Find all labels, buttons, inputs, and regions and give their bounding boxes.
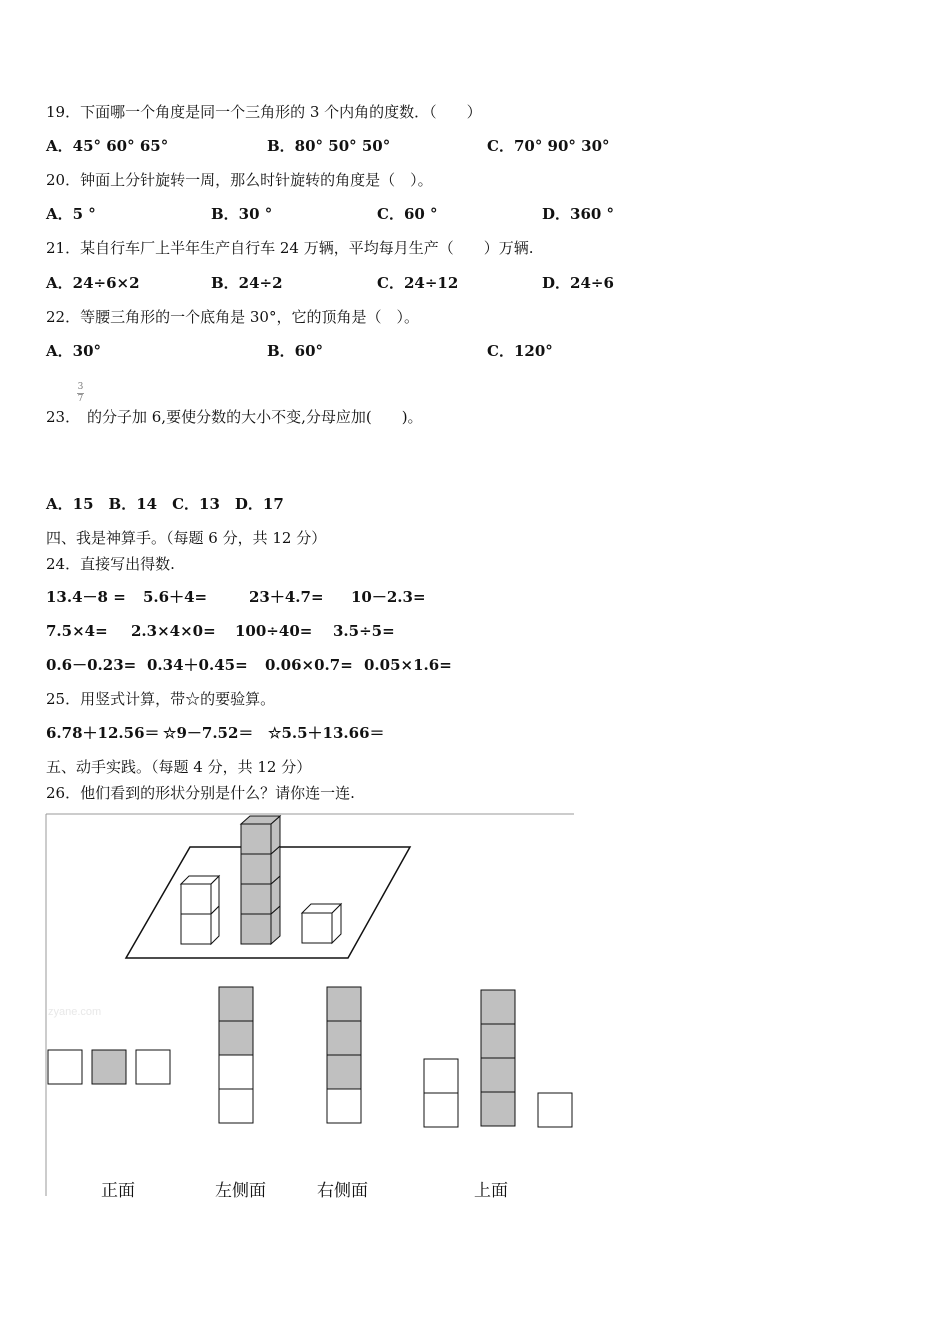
- q21-stem: 21．某自行车厂上半年生产自行车 24 万辆，平均每月生产（ ）万辆.: [46, 239, 534, 257]
- view-square: [219, 1021, 253, 1055]
- cube-face: [181, 884, 211, 914]
- left-cube-stack: [181, 876, 219, 944]
- view-front-row: [48, 1050, 170, 1084]
- right-cube: [302, 904, 341, 943]
- view-square: [92, 1050, 126, 1084]
- view-square: [327, 1089, 361, 1123]
- calc-item: ☆5.5＋13.66＝: [268, 724, 385, 742]
- q23-stem: 的分子加 6,要使分数的大小不变,分母应加( )。: [87, 408, 423, 426]
- cube-face: [302, 913, 332, 943]
- q22-stem: 22．等腰三角形的一个底角是 30°，它的顶角是（ ）。: [46, 308, 419, 326]
- view-square: [538, 1093, 572, 1127]
- q21-option-a: A．24÷6×2: [46, 274, 140, 292]
- cube-face: [241, 914, 271, 944]
- calc-item: 23＋4.7=: [249, 588, 324, 606]
- cube-face: [241, 854, 271, 884]
- q21-option-b: B．24÷2: [211, 274, 283, 292]
- view-square: [219, 1055, 253, 1089]
- cube-views-figure: [44, 812, 576, 1201]
- q23-fraction-numerator: 3: [77, 382, 84, 392]
- calc-item: 3.5÷5=: [333, 622, 395, 640]
- q20-option-c: C．60 °: [377, 205, 438, 223]
- q20-stem: 20．钟面上分针旋转一周，那么时针旋转的角度是（ ）。: [46, 171, 433, 189]
- label-top: 上面: [474, 1181, 508, 1201]
- cube-views-svg: [44, 812, 576, 1198]
- view-square: [481, 990, 515, 1024]
- view-square: [481, 1058, 515, 1092]
- calc-item: ☆9－7.52＝: [163, 724, 254, 742]
- q24-stem: 24．直接写出得数.: [46, 555, 175, 573]
- q20-option-a: A．5 °: [46, 205, 96, 223]
- calc-item: 0.06×0.7=: [265, 656, 353, 674]
- calc-item: 10－2.3=: [351, 588, 426, 606]
- view-square: [219, 1089, 253, 1123]
- calc-item: 0.05×1.6=: [364, 656, 452, 674]
- q19-option-a: A．45° 60° 65°: [46, 137, 169, 155]
- calc-item: 7.5×4=: [46, 622, 108, 640]
- view-square: [327, 987, 361, 1021]
- calc-item: 6.78＋12.56＝: [46, 724, 160, 742]
- q21-option-c: C．24÷12: [377, 274, 459, 292]
- q25-stem: 25．用竖式计算，带☆的要验算。: [46, 690, 276, 708]
- view-square: [481, 1024, 515, 1058]
- cube-face: [241, 824, 271, 854]
- calc-item: 0.6－0.23=: [46, 656, 137, 674]
- q21-option-d: D．24÷6: [542, 274, 614, 292]
- q22-option-c: C．120°: [487, 342, 553, 360]
- label-right-side: 右侧面: [317, 1181, 368, 1201]
- view-square: [219, 987, 253, 1021]
- q19-option-b: B．80° 50° 50°: [267, 137, 391, 155]
- label-left-side: 左侧面: [215, 1181, 266, 1201]
- q19-stem: 19．下面哪一个角度是同一个三角形的 3 个内角的度数．（ ）: [46, 103, 482, 121]
- view-square: [424, 1059, 458, 1093]
- calc-item: 100÷40=: [235, 622, 313, 640]
- q23-options: A．15 B．14 C．13 D．17: [46, 495, 284, 513]
- calc-item: 2.3×4×0=: [131, 622, 216, 640]
- q26-stem: 26．他们看到的形状分别是什么？请你连一连.: [46, 784, 355, 802]
- view-square: [136, 1050, 170, 1084]
- q23-number: 23．: [46, 408, 81, 426]
- view-right-side: [327, 987, 361, 1123]
- view-top: [424, 990, 572, 1127]
- calc-item: 5.6＋4=: [143, 588, 208, 606]
- cube-face: [181, 914, 211, 944]
- view-left-side: [219, 987, 253, 1123]
- calc-item: 0.34＋0.45=: [147, 656, 248, 674]
- view-square: [327, 1055, 361, 1089]
- watermark: zyane.com: [48, 1006, 102, 1018]
- view-square: [481, 1092, 515, 1126]
- section5-title: 五、动手实践。（每题 4 分，共 12 分）: [46, 758, 312, 776]
- view-square: [424, 1093, 458, 1127]
- calc-item: 13.4－8 =: [46, 588, 126, 606]
- q20-option-b: B．30 °: [211, 205, 273, 223]
- section4-title: 四、我是神算手。（每题 6 分，共 12 分）: [46, 529, 327, 547]
- q22-option-b: B．60°: [267, 342, 324, 360]
- q19-option-c: C．70° 90° 30°: [487, 137, 610, 155]
- center-cube-stack: [241, 816, 280, 944]
- cube-face: [241, 884, 271, 914]
- label-front: 正面: [101, 1181, 135, 1201]
- q23-fraction-denominator: 7: [77, 394, 84, 404]
- q22-option-a: A．30°: [46, 342, 102, 360]
- view-square: [327, 1021, 361, 1055]
- q20-option-d: D．360 °: [542, 205, 615, 223]
- q23-fraction: [77, 383, 84, 404]
- view-square: [48, 1050, 82, 1084]
